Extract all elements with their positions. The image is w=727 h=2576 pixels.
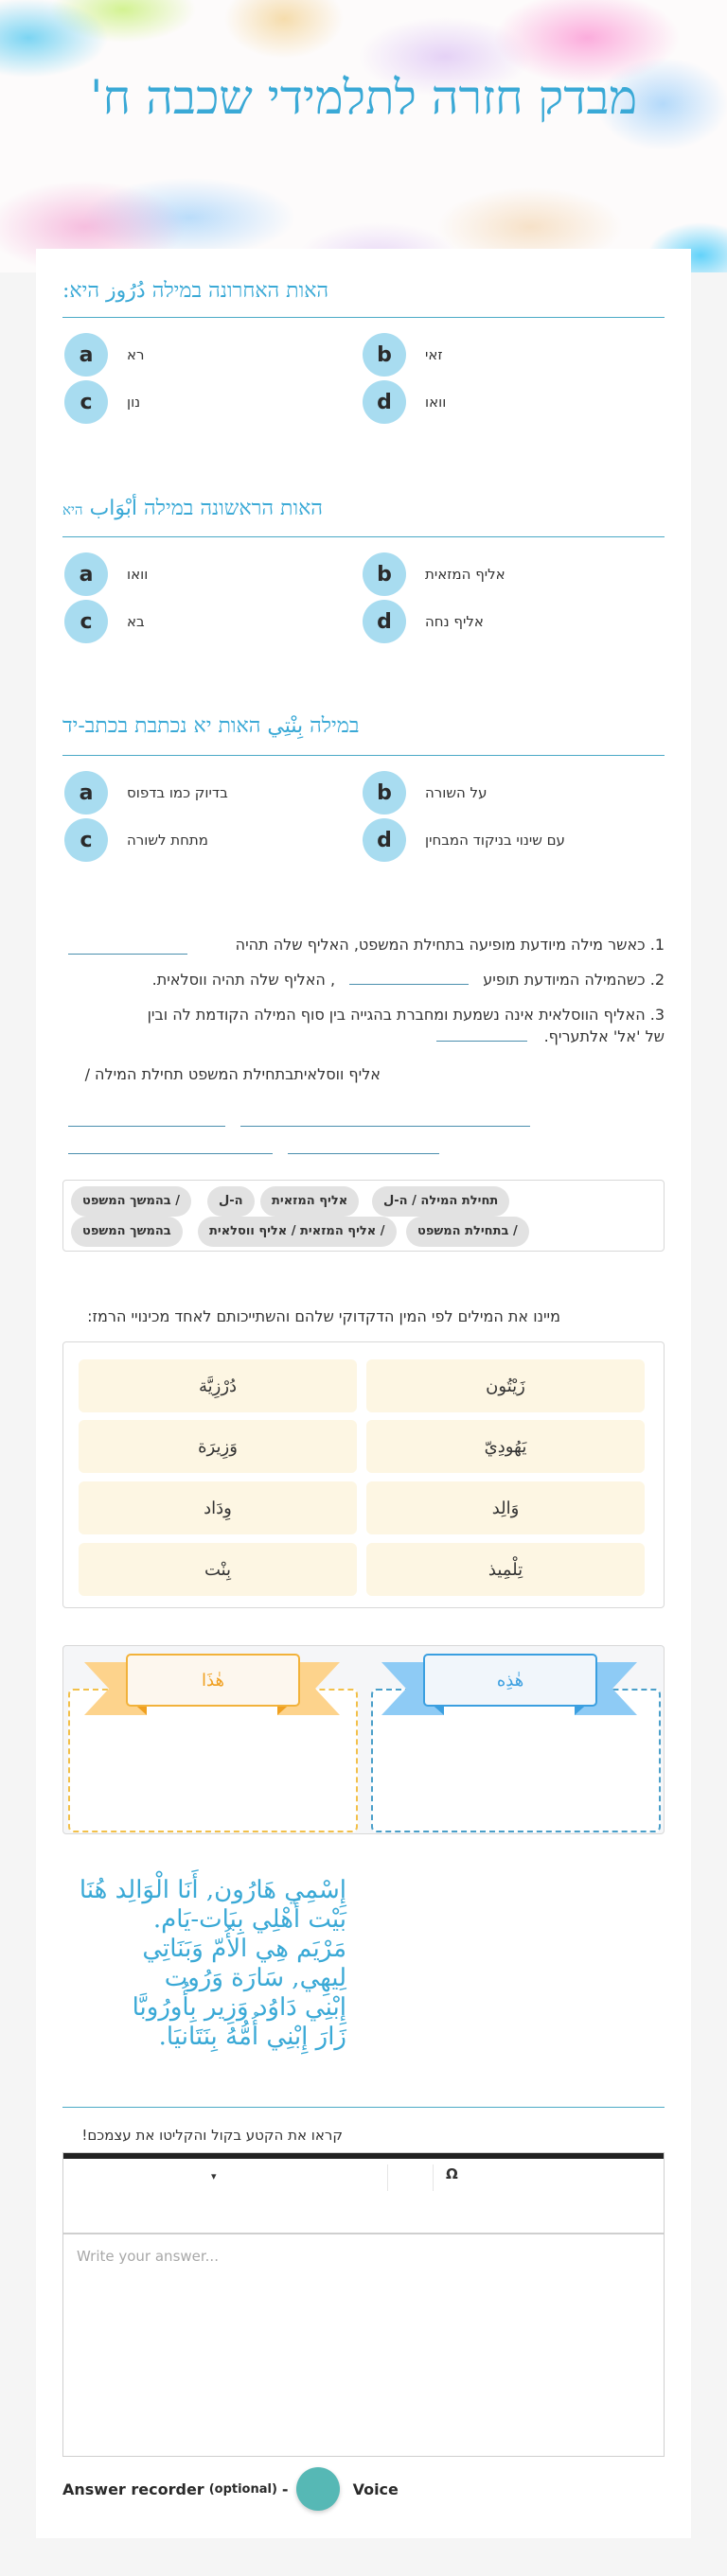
option-letter-badge: c bbox=[64, 380, 108, 424]
word-chip[interactable]: ה-ل bbox=[207, 1186, 255, 1217]
arabic-word: أبْوَاب bbox=[89, 497, 137, 520]
answer-textarea[interactable] bbox=[63, 2234, 664, 2452]
option-letter-badge: a bbox=[64, 771, 108, 815]
word-bank bbox=[62, 1180, 665, 1252]
blank-input-6[interactable] bbox=[68, 1152, 273, 1154]
question-1-option-a[interactable]: a רא bbox=[64, 333, 145, 377]
draggable-word-tile[interactable]: وَالِد bbox=[366, 1481, 645, 1534]
recorder-optional: (optional) bbox=[208, 2481, 277, 2497]
draggable-word-tile[interactable]: دُرْزِيَّة bbox=[79, 1359, 357, 1412]
fill-in-line-2: 2. כשהמילה המיודעת תופיע , האליף שלה תהיה ווסלאית. bbox=[151, 971, 665, 989]
header-banner bbox=[0, 0, 727, 272]
category-label-hadha: هٰذَا bbox=[126, 1654, 300, 1707]
question-3-option-b[interactable]: b על השורה bbox=[363, 771, 487, 815]
question-3-title: במילה بِنْتِي האות יא נכתבת בכתב-יד bbox=[62, 712, 665, 741]
word-chip[interactable]: / אליף המזאית / אליף ווסלאית bbox=[198, 1217, 397, 1247]
question-1-option-b[interactable]: b זאי bbox=[363, 333, 443, 377]
blank-input-4[interactable] bbox=[68, 1125, 225, 1127]
question-1-title: האות האחרונה במילה دُرُوز היא: bbox=[62, 277, 665, 306]
editor-toolbar bbox=[63, 2159, 664, 2234]
fill-in-line-4: של 'אל' אלתעריף. bbox=[62, 1026, 665, 1047]
sorting-instruction: מיינו את המילים לפי המין הדקדוקי שלהם והשתייכותם לאחד מכינויי הרמז: bbox=[87, 1307, 560, 1325]
toolbar-separator bbox=[387, 2164, 388, 2191]
voice-label: Voice bbox=[352, 2480, 399, 2498]
option-letter-badge: a bbox=[64, 552, 108, 596]
reading-instruction: קראו את הקטע בקול והקליטו את עצמכם! bbox=[81, 2127, 343, 2144]
option-letter-badge: d bbox=[363, 380, 406, 424]
blank-input-7[interactable] bbox=[288, 1152, 439, 1154]
draggable-word-tile[interactable]: وِدَاد bbox=[79, 1481, 357, 1534]
question-1-option-c[interactable]: c נון bbox=[64, 380, 140, 424]
toolbar-separator bbox=[433, 2164, 434, 2191]
draggable-word-tile[interactable]: بِنْت bbox=[79, 1543, 357, 1596]
question-2-title: האות הראשונה במילה أبْوَاب היא bbox=[62, 495, 665, 524]
dropdown-caret-icon[interactable]: ▾ bbox=[211, 2170, 217, 2182]
category-label-hadhihi: هٰذِه bbox=[423, 1654, 597, 1707]
word-chip[interactable]: אליף המזאית bbox=[260, 1186, 359, 1217]
arabic-word: دُرُوز bbox=[106, 279, 146, 303]
word-chip[interactable]: תחילת המילה / ה-ل bbox=[372, 1186, 509, 1217]
option-letter-badge: d bbox=[363, 600, 406, 643]
blank-input-3[interactable] bbox=[436, 1026, 527, 1042]
blank-input-5[interactable] bbox=[240, 1125, 530, 1127]
draggable-word-tile[interactable]: زَيْتُون bbox=[366, 1359, 645, 1412]
divider bbox=[62, 317, 665, 318]
option-letter-badge: b bbox=[363, 552, 406, 596]
arabic-word: بِنْتِي bbox=[267, 714, 304, 738]
reading-passage: إِسْمِي هَارُون, أَنَا الْوَالِد هُنَا بَيْت أَهْلِي بِبَات-يَام. مَرْيَم هِي الأُمّ وَبَنَاتِي لِيهِي, سَارَة وَرُوت إِبْنِي دَاوُد وَزِير بِأُورُوبَّا زَارَ إِبْنِي أُمُّهُ بِنَتَانيَا. bbox=[79, 1876, 346, 2051]
question-2-option-d[interactable]: d אליף נחה bbox=[363, 600, 484, 643]
question-2-option-b[interactable]: b אליף המזאית bbox=[363, 552, 505, 596]
option-letter-badge: d bbox=[363, 818, 406, 862]
sorting-word-pool bbox=[62, 1341, 665, 1608]
special-character-omega-button[interactable]: Ω bbox=[446, 2165, 458, 2182]
question-3-option-d[interactable]: d עם שינוי בניקוד המבחין bbox=[363, 818, 565, 862]
option-letter-badge: c bbox=[64, 600, 108, 643]
divider bbox=[62, 536, 665, 537]
option-letter-badge: c bbox=[64, 818, 108, 862]
recorder-label: Answer recorder bbox=[62, 2480, 204, 2498]
question-3-option-c[interactable]: c מתחת לשורה bbox=[64, 818, 208, 862]
word-chip[interactable]: / בהמשך המשפט bbox=[71, 1186, 191, 1217]
fill-in-line-5: אליף ווסלאיתבתחילת המשפט תחילת המילה / bbox=[84, 1065, 381, 1083]
blank-input-2[interactable] bbox=[349, 970, 469, 985]
question-2-option-c[interactable]: c בא bbox=[64, 600, 145, 643]
divider bbox=[62, 2107, 665, 2108]
divider bbox=[62, 755, 665, 756]
blank-input-1[interactable] bbox=[68, 953, 187, 955]
record-voice-button[interactable] bbox=[296, 2467, 340, 2511]
option-letter-badge: b bbox=[363, 771, 406, 815]
fill-in-line-1: 1. כאשר מילה מיודעת מופיעה בתחילת המשפט, האליף שלה תהיה bbox=[235, 936, 665, 954]
word-chip[interactable]: בהמשך המשפט bbox=[71, 1217, 183, 1247]
fill-in-line-3: 3. האליף הווסלאית אינה נשמעת ומחברת בהגייה בין סוף המילה הקודמת לה ובין bbox=[147, 1006, 665, 1024]
option-letter-badge: b bbox=[363, 333, 406, 377]
answer-recorder: Answer recorder (optional) - Voice bbox=[62, 2467, 399, 2511]
question-3-option-a[interactable]: a בדיוק כמו בדפוס bbox=[64, 771, 228, 815]
question-2-option-a[interactable]: a וואו bbox=[64, 552, 148, 596]
worksheet-card bbox=[36, 249, 691, 2538]
sorting-drop-area bbox=[62, 1645, 665, 1834]
draggable-word-tile[interactable]: يَهُودِيّ bbox=[366, 1420, 645, 1473]
question-1-option-d[interactable]: d וואו bbox=[363, 380, 446, 424]
draggable-word-tile[interactable]: تِلْمِيذ bbox=[366, 1543, 645, 1596]
draggable-word-tile[interactable]: وَزِيرَة bbox=[79, 1420, 357, 1473]
answer-editor bbox=[62, 2152, 665, 2457]
word-chip[interactable]: / בתחילת המשפט bbox=[406, 1217, 529, 1247]
page-title: מבדק חזרה לתלמידי שכבה ח' bbox=[89, 70, 638, 125]
option-letter-badge: a bbox=[64, 333, 108, 377]
